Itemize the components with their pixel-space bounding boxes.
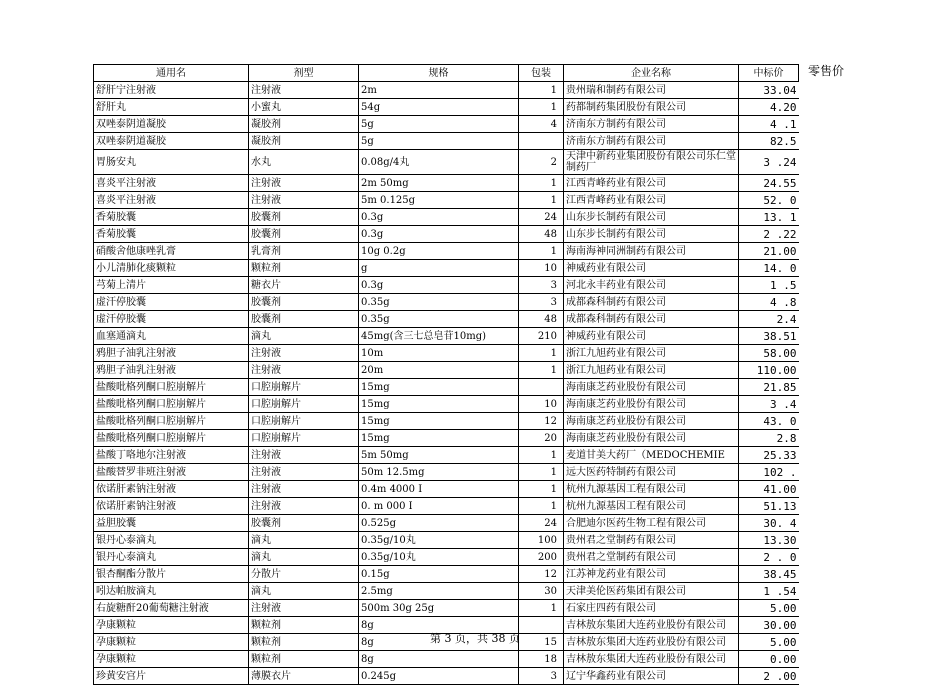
cell-spec: 0.3g xyxy=(359,277,519,294)
cell-bid-price: 51.13 xyxy=(739,498,799,515)
cell-pack: 18 xyxy=(519,651,564,668)
cell-dosage: 注射液 xyxy=(249,82,359,99)
cell-name: 芎菊上清片 xyxy=(94,277,249,294)
page-footer: 第 3 页，共 38 页 xyxy=(430,632,520,645)
cell-bid-price: 82.5 xyxy=(739,133,799,150)
cell-pack: 20 xyxy=(519,430,564,447)
cell-name: 双唑泰阴道凝胶 xyxy=(94,116,249,133)
cell-spec: 0.3g xyxy=(359,226,519,243)
cell-dosage: 注射液 xyxy=(249,175,359,192)
cell-company: 江苏神龙药业有限公司 xyxy=(564,566,739,583)
cell-bid-price: 38.45 xyxy=(739,566,799,583)
cell-name: 孕康颗粒 xyxy=(94,634,249,651)
cell-name: 盐酸吡格列酮口腔崩解片 xyxy=(94,396,249,413)
cell-name: 右旋糖酐20葡萄糖注射液 xyxy=(94,600,249,617)
table-body xyxy=(94,82,799,685)
cell-spec: 8g xyxy=(359,634,519,651)
cell-name: 喜炎平注射液 xyxy=(94,175,249,192)
table-row xyxy=(94,651,799,668)
cell-pack: 1 xyxy=(519,362,564,379)
header-dosage: 剂型 xyxy=(249,65,359,82)
cell-dosage: 小蜜丸 xyxy=(249,99,359,116)
cell-name: 香菊胶囊 xyxy=(94,209,249,226)
cell-dosage: 胶囊剂 xyxy=(249,209,359,226)
table-row xyxy=(94,209,799,226)
table-row xyxy=(94,464,799,481)
cell-name: 盐酸吡格列酮口腔崩解片 xyxy=(94,430,249,447)
cell-company: 麦道甘美大药厂（MEDOCHEMIE xyxy=(564,447,739,464)
table-row xyxy=(94,192,799,209)
cell-pack xyxy=(519,379,564,396)
cell-pack: 1 xyxy=(519,175,564,192)
cell-bid-price: 13.30 xyxy=(739,532,799,549)
cell-spec: 5m 0.125g xyxy=(359,192,519,209)
cell-spec: 45mg(含三七总皂苷10mg) xyxy=(359,328,519,345)
cell-pack: 24 xyxy=(519,209,564,226)
cell-bid-price: 38.51 xyxy=(739,328,799,345)
cell-bid-price: 1 .5 xyxy=(739,277,799,294)
cell-pack: 30 xyxy=(519,583,564,600)
cell-company: 海南海神同洲制药有限公司 xyxy=(564,243,739,260)
header-row xyxy=(94,65,799,82)
cell-dosage: 口腔崩解片 xyxy=(249,379,359,396)
cell-spec: 15mg xyxy=(359,413,519,430)
cell-spec: 0.35g xyxy=(359,311,519,328)
table-row xyxy=(94,379,799,396)
cell-bid-price: 110.00 xyxy=(739,362,799,379)
cell-company: 江西青峰药业有限公司 xyxy=(564,192,739,209)
cell-pack: 1 xyxy=(519,464,564,481)
header-company: 企业名称 xyxy=(564,65,739,82)
cell-pack: 1 xyxy=(519,447,564,464)
cell-spec: 0.08g/4丸 xyxy=(359,150,519,175)
cell-name: 硝酸舍他康唑乳膏 xyxy=(94,243,249,260)
cell-company: 天津美伦医药集团有限公司 xyxy=(564,583,739,600)
cell-pack: 1 xyxy=(519,345,564,362)
cell-name: 依诺肝素钠注射液 xyxy=(94,498,249,515)
cell-pack: 3 xyxy=(519,668,564,685)
cell-company: 贵州君之堂制药有限公司 xyxy=(564,532,739,549)
table-row xyxy=(94,600,799,617)
cell-company: 杭州九源基因工程有限公司 xyxy=(564,498,739,515)
cell-company: 河北永丰药业有限公司 xyxy=(564,277,739,294)
cell-dosage: 注射液 xyxy=(249,498,359,515)
cell-dosage: 乳膏剂 xyxy=(249,243,359,260)
cell-dosage: 糖衣片 xyxy=(249,277,359,294)
cell-dosage: 凝胶剂 xyxy=(249,116,359,133)
cell-bid-price: 1 .54 xyxy=(739,583,799,600)
cell-dosage: 胶囊剂 xyxy=(249,311,359,328)
cell-company: 海南康芝药业股份有限公司 xyxy=(564,396,739,413)
table-row xyxy=(94,532,799,549)
cell-company: 辽宁华鑫药业有限公司 xyxy=(564,668,739,685)
cell-name: 盐酸吡格列酮口腔崩解片 xyxy=(94,413,249,430)
table-row xyxy=(94,583,799,600)
cell-pack: 1 xyxy=(519,99,564,116)
cell-pack: 12 xyxy=(519,566,564,583)
table-row xyxy=(94,150,799,175)
cell-pack: 200 xyxy=(519,549,564,566)
cell-company: 山东步长制药有限公司 xyxy=(564,226,739,243)
cell-spec: 0.245g xyxy=(359,668,519,685)
cell-company: 浙江九旭药业有限公司 xyxy=(564,362,739,379)
cell-bid-price: 30. 4 xyxy=(739,515,799,532)
cell-company: 吉林敖东集团大连药业股份有限公司 xyxy=(564,651,739,668)
cell-pack: 3 xyxy=(519,294,564,311)
cell-name: 鸦胆子油乳注射液 xyxy=(94,362,249,379)
cell-company: 江西青峰药业有限公司 xyxy=(564,175,739,192)
cell-dosage: 口腔崩解片 xyxy=(249,396,359,413)
header-name: 通用名 xyxy=(94,65,249,82)
table-row xyxy=(94,668,799,685)
table-row xyxy=(94,498,799,515)
cell-bid-price: 4 .1 xyxy=(739,116,799,133)
table-row xyxy=(94,99,799,116)
cell-name: 益胆胶囊 xyxy=(94,515,249,532)
cell-spec: 15mg xyxy=(359,396,519,413)
price-table-sheet xyxy=(93,64,799,685)
cell-dosage: 水丸 xyxy=(249,150,359,175)
cell-spec: 0.15g xyxy=(359,566,519,583)
cell-pack: 12 xyxy=(519,413,564,430)
cell-name: 吲达帕胺滴丸 xyxy=(94,583,249,600)
cell-dosage: 分散片 xyxy=(249,566,359,583)
cell-dosage: 口腔崩解片 xyxy=(249,413,359,430)
cell-company: 成都森科制药有限公司 xyxy=(564,294,739,311)
table-row xyxy=(94,328,799,345)
cell-name: 银丹心泰滴丸 xyxy=(94,532,249,549)
cell-spec: 0.35g xyxy=(359,294,519,311)
cell-company: 贵州君之堂制药有限公司 xyxy=(564,549,739,566)
cell-spec: 15mg xyxy=(359,379,519,396)
table-row xyxy=(94,447,799,464)
header-spec: 规格 xyxy=(359,65,519,82)
table-row xyxy=(94,430,799,447)
cell-pack: 210 xyxy=(519,328,564,345)
cell-company: 合肥迪尔医药生物工程有限公司 xyxy=(564,515,739,532)
table-row xyxy=(94,413,799,430)
cell-pack: 1 xyxy=(519,192,564,209)
cell-bid-price: 33.04 xyxy=(739,82,799,99)
cell-dosage: 凝胶剂 xyxy=(249,133,359,150)
cell-pack: 1 xyxy=(519,481,564,498)
cell-spec: 54g xyxy=(359,99,519,116)
cell-name: 依诺肝素钠注射液 xyxy=(94,481,249,498)
cell-company: 杭州九源基因工程有限公司 xyxy=(564,481,739,498)
cell-dosage: 滴丸 xyxy=(249,328,359,345)
cell-spec: 50m 12.5mg xyxy=(359,464,519,481)
cell-dosage: 滴丸 xyxy=(249,583,359,600)
cell-company: 海南康芝药业股份有限公司 xyxy=(564,379,739,396)
table-row xyxy=(94,82,799,99)
cell-pack: 1 xyxy=(519,600,564,617)
cell-dosage: 颗粒剂 xyxy=(249,634,359,651)
cell-company: 山东步长制药有限公司 xyxy=(564,209,739,226)
cell-company: 成都森科制药有限公司 xyxy=(564,311,739,328)
cell-spec: 0.4m 4000 I xyxy=(359,481,519,498)
cell-company: 浙江九旭药业有限公司 xyxy=(564,345,739,362)
cell-bid-price: 21.85 xyxy=(739,379,799,396)
table-row xyxy=(94,243,799,260)
cell-company: 吉林敖东集团大连药业股份有限公司 xyxy=(564,634,739,651)
cell-spec: 10m xyxy=(359,345,519,362)
cell-pack: 4 xyxy=(519,116,564,133)
cell-company: 济南东方制药有限公司 xyxy=(564,116,739,133)
cell-name: 小儿清肺化痰颗粒 xyxy=(94,260,249,277)
cell-spec: 0.35g/10丸 xyxy=(359,532,519,549)
header-bid-price: 中标价 xyxy=(739,65,799,82)
cell-spec: 0.35g/10丸 xyxy=(359,549,519,566)
table-row xyxy=(94,566,799,583)
cell-company: 济南东方制药有限公司 xyxy=(564,133,739,150)
table-row xyxy=(94,549,799,566)
table-row xyxy=(94,481,799,498)
table-row xyxy=(94,277,799,294)
cell-company: 石家庄四药有限公司 xyxy=(564,600,739,617)
cell-name: 盐酸丁咯地尔注射液 xyxy=(94,447,249,464)
cell-spec: g xyxy=(359,260,519,277)
table-row xyxy=(94,175,799,192)
cell-spec: 20m xyxy=(359,362,519,379)
cell-company: 贵州瑞和制药有限公司 xyxy=(564,82,739,99)
cell-dosage: 薄膜衣片 xyxy=(249,668,359,685)
cell-pack: 100 xyxy=(519,532,564,549)
cell-dosage: 滴丸 xyxy=(249,532,359,549)
cell-company: 天津中新药业集团股份有限公司乐仁堂制药厂 xyxy=(564,150,739,175)
cell-spec: 500m 30g 25g xyxy=(359,600,519,617)
cell-spec: 15mg xyxy=(359,430,519,447)
cell-name: 双唑泰阴道凝胶 xyxy=(94,133,249,150)
cell-spec: 5m 50mg xyxy=(359,447,519,464)
table-row xyxy=(94,345,799,362)
cell-dosage: 注射液 xyxy=(249,345,359,362)
cell-company: 海南康芝药业股份有限公司 xyxy=(564,413,739,430)
cell-bid-price: 5.00 xyxy=(739,600,799,617)
table-row xyxy=(94,396,799,413)
cell-name: 银丹心泰滴丸 xyxy=(94,549,249,566)
cell-pack: 48 xyxy=(519,311,564,328)
cell-pack: 2 xyxy=(519,150,564,175)
cell-dosage: 颗粒剂 xyxy=(249,617,359,634)
table-row xyxy=(94,294,799,311)
cell-bid-price: 2 . 0 xyxy=(739,549,799,566)
cell-name: 舒肝宁注射液 xyxy=(94,82,249,99)
cell-spec: 2m 50mg xyxy=(359,175,519,192)
cell-bid-price: 5.00 xyxy=(739,634,799,651)
cell-company: 远大医药特制药有限公司 xyxy=(564,464,739,481)
cell-bid-price: 2.8 xyxy=(739,430,799,447)
cell-spec: 10g 0.2g xyxy=(359,243,519,260)
cell-bid-price: 43. 0 xyxy=(739,413,799,430)
cell-spec: 0.525g xyxy=(359,515,519,532)
cell-name: 盐酸替罗非班注射液 xyxy=(94,464,249,481)
table-row xyxy=(94,362,799,379)
cell-dosage: 滴丸 xyxy=(249,549,359,566)
cell-name: 喜炎平注射液 xyxy=(94,192,249,209)
cell-bid-price: 58.00 xyxy=(739,345,799,362)
table-row xyxy=(94,260,799,277)
cell-pack: 48 xyxy=(519,226,564,243)
cell-bid-price: 13. 1 xyxy=(739,209,799,226)
cell-dosage: 颗粒剂 xyxy=(249,260,359,277)
cell-company: 神威药业有限公司 xyxy=(564,260,739,277)
cell-bid-price: 2 .22 xyxy=(739,226,799,243)
cell-name: 孕康颗粒 xyxy=(94,617,249,634)
cell-pack: 1 xyxy=(519,82,564,99)
cell-company: 海南康芝药业股份有限公司 xyxy=(564,430,739,447)
header-retail-price: 零售价 xyxy=(808,64,845,78)
cell-name: 舒肝丸 xyxy=(94,99,249,116)
cell-dosage: 口腔崩解片 xyxy=(249,430,359,447)
cell-bid-price: 2.4 xyxy=(739,311,799,328)
cell-bid-price: 2 .00 xyxy=(739,668,799,685)
cell-dosage: 注射液 xyxy=(249,447,359,464)
cell-bid-price: 3 .4 xyxy=(739,396,799,413)
table-row xyxy=(94,515,799,532)
cell-dosage: 胶囊剂 xyxy=(249,294,359,311)
cell-company: 吉林敖东集团大连药业股份有限公司 xyxy=(564,617,739,634)
cell-spec: 5g xyxy=(359,116,519,133)
cell-dosage: 胶囊剂 xyxy=(249,515,359,532)
cell-bid-price: 3 .24 xyxy=(739,150,799,175)
cell-spec: 8g xyxy=(359,617,519,634)
table-row xyxy=(94,133,799,150)
cell-spec: 0. m 000 I xyxy=(359,498,519,515)
cell-pack: 10 xyxy=(519,260,564,277)
cell-pack: 1 xyxy=(519,243,564,260)
cell-spec: 2.5mg xyxy=(359,583,519,600)
cell-name: 血塞通滴丸 xyxy=(94,328,249,345)
cell-bid-price: 52. 0 xyxy=(739,192,799,209)
cell-name: 胃肠安丸 xyxy=(94,150,249,175)
cell-pack: 10 xyxy=(519,396,564,413)
cell-bid-price: 41.00 xyxy=(739,481,799,498)
cell-bid-price: 102 . xyxy=(739,464,799,481)
cell-dosage: 颗粒剂 xyxy=(249,651,359,668)
cell-bid-price: 4 .8 xyxy=(739,294,799,311)
cell-company: 药都制药集团股份有限公司 xyxy=(564,99,739,116)
cell-name: 盐酸吡格列酮口腔崩解片 xyxy=(94,379,249,396)
cell-spec: 2m xyxy=(359,82,519,99)
cell-bid-price: 14. 0 xyxy=(739,260,799,277)
header-pack: 包装 xyxy=(519,65,564,82)
cell-bid-price: 4.20 xyxy=(739,99,799,116)
cell-dosage: 注射液 xyxy=(249,481,359,498)
cell-bid-price: 25.33 xyxy=(739,447,799,464)
cell-pack: 24 xyxy=(519,515,564,532)
cell-pack xyxy=(519,133,564,150)
cell-spec: 8g xyxy=(359,651,519,668)
cell-bid-price: 0.00 xyxy=(739,651,799,668)
table-row xyxy=(94,226,799,243)
cell-pack: 15 xyxy=(519,634,564,651)
cell-dosage: 注射液 xyxy=(249,362,359,379)
cell-bid-price: 30.00 xyxy=(739,617,799,634)
cell-name: 鸦胆子油乳注射液 xyxy=(94,345,249,362)
cell-bid-price: 21.00 xyxy=(739,243,799,260)
cell-spec: 5g xyxy=(359,133,519,150)
cell-spec: 0.3g xyxy=(359,209,519,226)
cell-name: 虚汗停胶囊 xyxy=(94,311,249,328)
cell-company: 神威药业有限公司 xyxy=(564,328,739,345)
cell-pack: 1 xyxy=(519,498,564,515)
cell-pack: 3 xyxy=(519,277,564,294)
cell-name: 银杏酮酯分散片 xyxy=(94,566,249,583)
cell-dosage: 注射液 xyxy=(249,192,359,209)
cell-name: 珍黄安宫片 xyxy=(94,668,249,685)
cell-name: 孕康颗粒 xyxy=(94,651,249,668)
table-row xyxy=(94,116,799,133)
cell-dosage: 胶囊剂 xyxy=(249,226,359,243)
cell-name: 虚汗停胶囊 xyxy=(94,294,249,311)
cell-bid-price: 24.55 xyxy=(739,175,799,192)
table-row xyxy=(94,311,799,328)
cell-dosage: 注射液 xyxy=(249,600,359,617)
price-table xyxy=(93,64,799,685)
cell-name: 香菊胶囊 xyxy=(94,226,249,243)
cell-dosage: 注射液 xyxy=(249,464,359,481)
